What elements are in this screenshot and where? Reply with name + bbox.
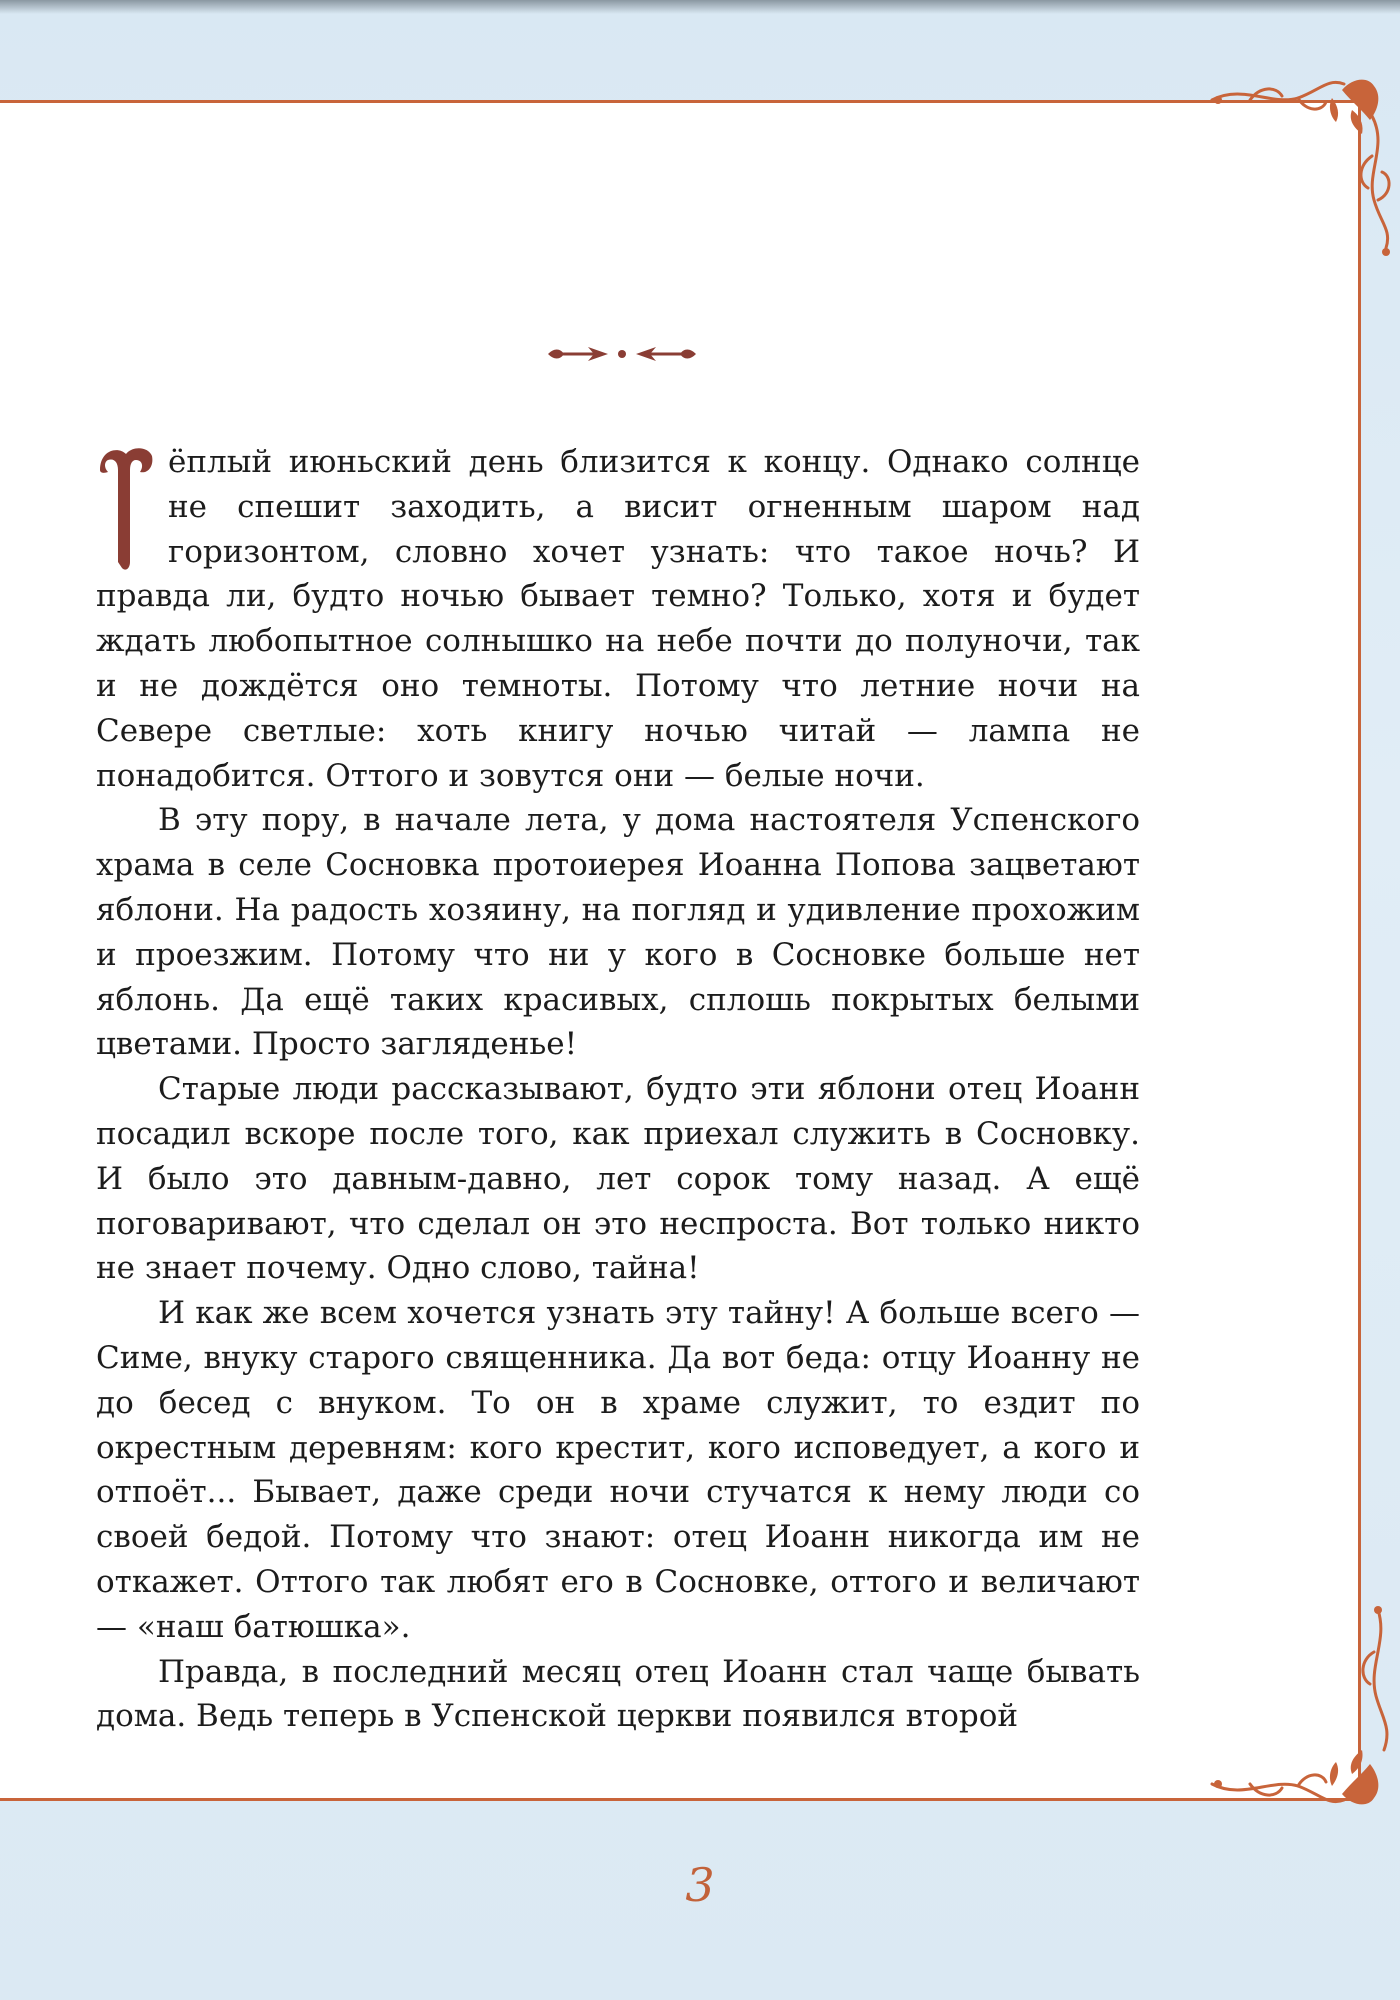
corner-flourish-icon [1202, 76, 1392, 276]
story-text [96, 440, 1140, 1739]
divider-ornament-icon [548, 344, 696, 364]
page-edge-shadow [0, 0, 1400, 14]
paragraph-5: Правда, в последний месяц отец Иоанн стал чаще бывать дома. Ведь теперь в Успенской церкви появился второй [96, 1653, 1140, 1735]
dropcap [96, 444, 154, 572]
page-number: 3 [685, 1858, 715, 1912]
dropcap-letter-icon [96, 444, 154, 572]
paragraph-4: И как же всем хочется узнать эту тайну! А больше всего — Симе, внуку старого священника. Да вот беда: отцу Иоанну не до бесед с внуком. То он в храме служит, то ездит по окрестным деревням: кого крестит, кого исповедует, а кого и отпоёт... Бывает, даже среди ночи стучатся к нему люди со своей бедой. Потому что знают: отец Иоанн никогда им не откажет. Оттого так любят его в Сосновке, оттого и величают — «наш батюшка». [96, 1295, 1140, 1645]
paragraph-1: ёплый июньский день близится к концу. Однако солнце не спешит заходить, а висит огненным шаром над горизонтом, словно хочет узнать: что такое ночь? И правда ли, будто ночью бывает темно? Только, хотя и будет ждать любопытное солнышко на небе почти до полуночи, так и не дождётся оно темноты. Потому что летние ночи на Севере светлые: хоть книгу ночью читай — лампа не понадобится. Оттого и зовутся они — белые ночи. [96, 444, 1140, 794]
paragraph-2: В эту пору, в начале лета, у дома настоятеля Успенского храма в селе Сосновка протоиерея Иоанна Попова зацветают яблони. На радость хозяину, на погляд и удивление прохожим и проезжим. Потому что ни у кого в Сосновке больше нет яблонь. Да ещё таких красивых, сплошь покрытых белыми цветами. Просто загляденье! [96, 802, 1140, 1063]
paragraph-3: Старые люди рассказывают, будто эти яблони отец Иоанн посадил вскоре после того, как приехал служить в Сосновку. И было это давным-давно, лет сорок тому назад. А ещё поговаривают, что сделал он это неспроста. Вот только никто не знает почему. Одно слово, тайна! [96, 1071, 1140, 1287]
corner-flourish-icon [1202, 1600, 1392, 1810]
